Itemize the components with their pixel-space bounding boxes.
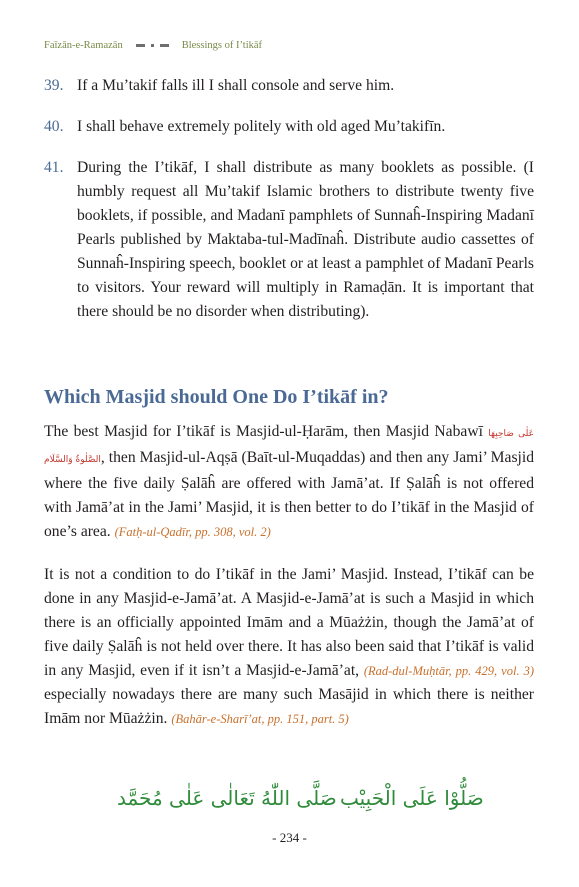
list-item [44, 156, 534, 324]
header-separator [133, 44, 172, 47]
running-header [44, 40, 262, 51]
item-text: If a Mu’takif falls ill I shall console and serve him. [77, 77, 395, 94]
salawat-right: صَلُّوْا عَلَى الْحَبِيْب [340, 786, 484, 810]
para1-text-a: The best Masjid for I’tikāf is Masjid-ul-Ḥarām, then Masjid Nabawī [44, 423, 483, 440]
arabic-blessing: عَلٰی صَاحِبِهَا الصَّلٰوةُ وَالسَّلَام [44, 429, 534, 465]
reference-bahar-e-shariat: (Bahār-e-Sharī’at, pp. 151, part. 5) [171, 712, 349, 726]
para2-text-b: especially nowadays there are many such Masājid in which there is neither Imām nor Mūażżin. [44, 686, 534, 727]
page-number: - 234 - [272, 830, 307, 845]
list-item [44, 115, 534, 139]
intentions-list [44, 74, 534, 341]
chapter-title: Blessings of I’tikāf [181, 40, 263, 51]
list-item [44, 74, 534, 98]
item-number: 40. [44, 118, 64, 135]
reference-fath-ul-qadir: (Fatḥ-ul-Qadīr, pp. 308, vol. 2) [114, 525, 271, 539]
section-heading: Which Masjid should One Do I’tikāf in? [44, 386, 389, 408]
para2-text-a: It is not a condition to do I’tikāf in the Jami’ Masjid. Instead, I’tikāf can be done in any Masjid-e-Jamā’at. A Masjid-e-Jamā’at is such a Masjid in which there is an officially appointed Imām and a Mūażżin, though the Jamā’at of five daily Ṣalāĥ is not held over there. It has also been said that I’tikāf is valid in any Masjid, even if it isn’t a Masjid-e-Jamā’at, [44, 566, 534, 679]
item-text: I shall behave extremely politely with old aged Mu’takifīn. [77, 118, 446, 135]
item-number: 41. [44, 159, 64, 176]
book-title: Faīzān-e-Ramazān [44, 40, 123, 51]
paragraph-jami-masjid [44, 563, 534, 731]
paragraph-best-masjid [44, 420, 534, 544]
salawat-left: صَلَّى اللّٰهُ تَعَالٰى عَلٰى مُحَمَّد [117, 786, 337, 810]
item-number: 39. [44, 77, 64, 94]
reference-rad-dul-muhtar: (Rad-dul-Muḥtār, pp. 429, vol. 3) [363, 664, 534, 678]
item-text: During the I’tikāf, I shall distribute as many booklets as possible. (I humbly request all Mu’takif Islamic brothers to distribute twenty five booklets, if possible, and Madanī pamphlets of Sunnaĥ-Inspiring Madanī Pearls published by Maktaba-tul-Madīnaĥ. Distribute audio cassettes of Sunnaĥ-Inspiring speech, booklet or at least a pamphlet of Madanī Pearls to visitors. Your reward will multiply in Ramaḍān. It is important that there should be no disorder when distributing). [77, 159, 534, 320]
para1-text-b: , then Masjid-ul-Aqṣā (Baīt-ul-Muqaddas) and then any Jami’ Masjid where the five daily Ṣalāĥ are offered with Jamā’at. If Ṣalāĥ is not offered with Jamā’at in the Jami’ Masjid, it is then better to do I’tikāf in the Masjid of one’s area. [44, 449, 534, 540]
